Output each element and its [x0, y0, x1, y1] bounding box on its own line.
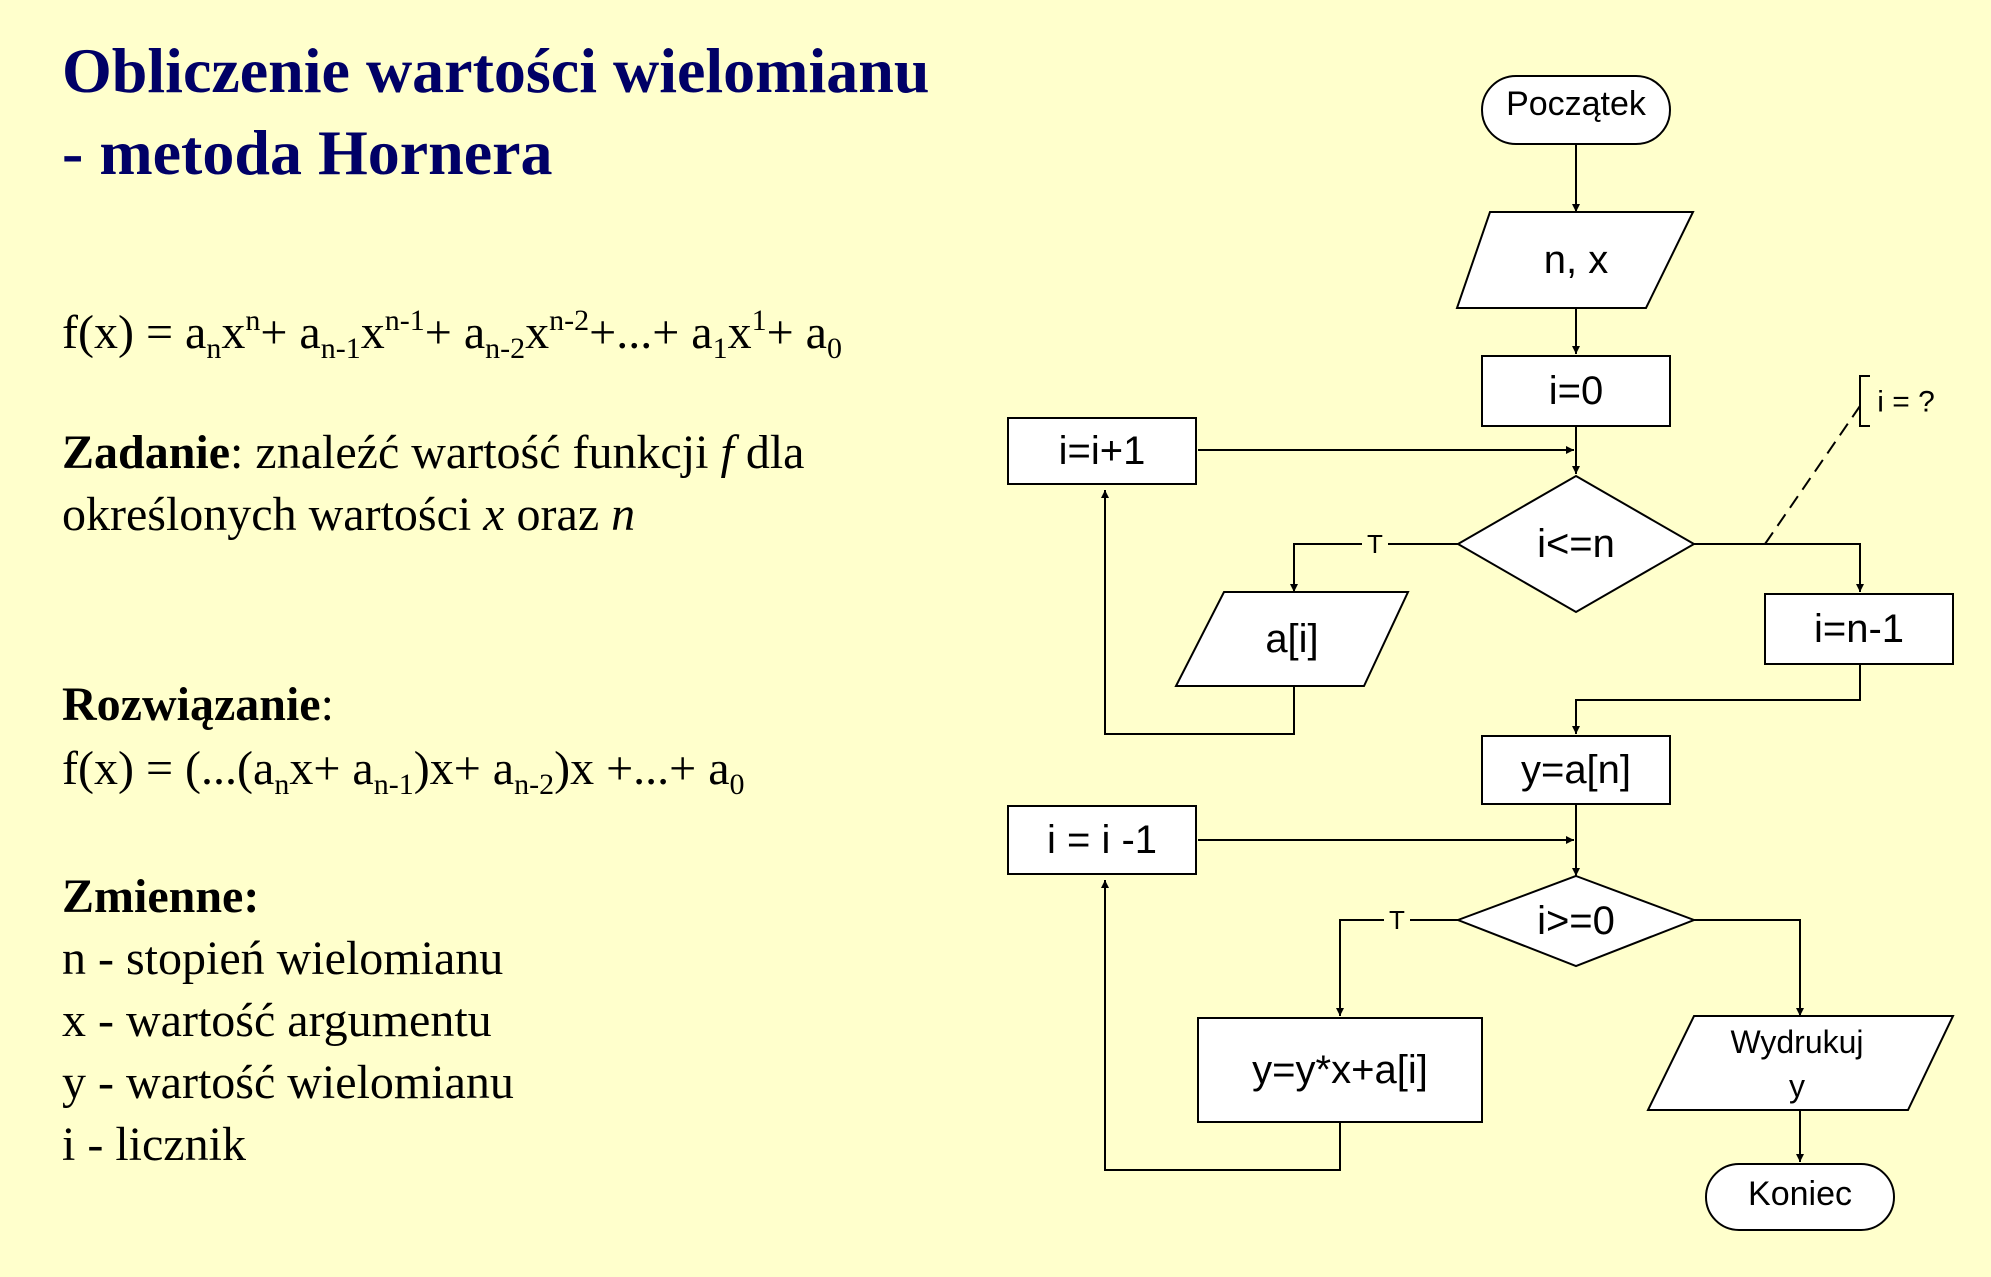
annotation-callout-line: [1765, 406, 1860, 544]
solution-heading: Rozwiązanie:: [62, 678, 334, 731]
condition-label-2: i>=0: [1537, 899, 1615, 943]
true-label: T: [1367, 529, 1383, 559]
variables-heading: Zmienne:: [62, 870, 260, 923]
print-label-line2: y: [1789, 1068, 1805, 1104]
variable-item: n - stopień wielomianu: [62, 932, 504, 985]
true-label-2: T: [1389, 905, 1405, 935]
connector-arrow: [1576, 664, 1860, 734]
input-label: n, x: [1543, 238, 1609, 282]
start-label: Początek: [1506, 85, 1646, 123]
connector-arrow: [1694, 920, 1800, 1016]
variable-item: x - wartość argumentu: [62, 994, 492, 1047]
task-line-1: Zadanie: znaleźć wartość funkcji f dla: [62, 426, 805, 479]
decrement-label: i = i -1: [1046, 818, 1158, 862]
variable-item: y - wartość wielomianu: [62, 1056, 514, 1109]
polynomial-formula: $f(x) = a_nx^n+ a_{n-1}x^{n-1}+ a_{n-2}x^{n-2}+...+ a_1x^1+ a_0$: [62, 304, 842, 365]
update-y-label: y=y*x+a[i]: [1252, 1048, 1428, 1092]
annotation-label: i = ?: [1877, 385, 1935, 419]
variable-item: i - licznik: [62, 1118, 246, 1171]
condition-label: i<=n: [1537, 522, 1615, 566]
init-i-label: i=0: [1548, 369, 1604, 413]
horner-formula: $f(x) = (...(a_nx+ a_{n-1})x+ a_{n-2})x$ +...+ $a_0$: [62, 742, 745, 801]
annotation-bracket: [1860, 376, 1870, 426]
set-y-label: y=a[n]: [1520, 748, 1632, 792]
end-label: Koniec: [1748, 1175, 1852, 1213]
task-line-2: określonych wartości x oraz n: [62, 488, 636, 541]
connector-arrow: [1694, 544, 1860, 592]
page-title: Obliczenie wartości wielomianu - metoda Hornera: [62, 35, 930, 188]
read-a-label: a[i]: [1265, 617, 1319, 661]
print-label-line1: Wydrukuj: [1730, 1024, 1864, 1060]
set-i-label: i=n-1: [1813, 607, 1905, 651]
increment-label: i=i+1: [1058, 429, 1146, 473]
